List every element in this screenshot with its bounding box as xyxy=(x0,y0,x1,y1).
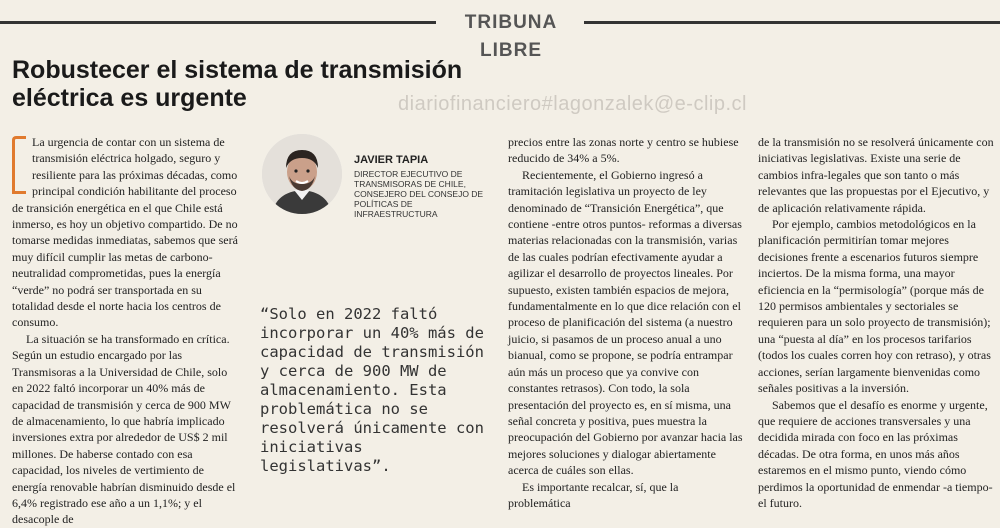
author-name: JAVIER TAPIA xyxy=(354,154,429,166)
paragraph: de la transmisión no se resolverá únicamente con iniciativas legislativas. Existe una serie de cambios infra-legales que son tanto o más relevantes que las propuestas por el Ejecutivo, y de aplicación relativamente rápida. xyxy=(758,135,994,215)
paragraph: Sabemos que el desafío es enorme y urgente, que requiere de acciones transversales y una decidida mirada con foco en las próximas décadas. De otra forma, en unos más años estaremos en el mismo punto, viendo cómo perdimos la oportunidad de enmendar -a tiempo- el futuro. xyxy=(758,397,993,510)
pull-quote: “Solo en 2022 faltó incorporar un 40% más de capacidad de transmisión y cerca de 900 MW de almacenamiento. Esta problemática no se resolverá únicamente con iniciativas legislativas”. xyxy=(260,305,484,475)
author-title: DIRECTOR EJECUTIVO DE TRANSMISORAS DE CHILE, CONSEJERO DEL CONSEJO DE POLÍTICAS DE INFRAESTRUCTURA xyxy=(354,169,484,219)
article-column-3 xyxy=(758,134,996,511)
paragraph: Recientemente, el Gobierno ingresó a tramitación legislativa un proyecto de ley denominado de “Transición Energética”, que contiene -entre otros puntos- reformas a diversas materias relacionadas con la transmisión, varias de las cuales podrían efectivamente ayudar a agilizar el desarrollo de proyectos lineales. Por supuesto, existen también espacios de mejora, fundamentalmente en lo que dice relación con el proceso de planificación del sistema (a nuestro juicio, si pasamos de un proceso anual a uno bianual, como se propone, se podría entrampar aún más un proceso que ya convive con constantes retrasos). Con todo, la sola presentación del proyecto es, en sí misma, una señal concreta y positiva, pues muestra la preocupación del Gobierno por avanzar hacia las mejores soluciones y dialogar abiertamente acerca de cuáles son ellas. xyxy=(508,167,743,478)
author-avatar xyxy=(262,134,342,214)
paragraph: La situación se ha transformado en crítica. Según un estudio encargado por las Transmisoras a la Universidad de Chile, solo en 2022 faltó incorporar un 40% más de capacidad de transmisión y cerca de 900 MW de almacenamiento, lo que habría implicado inversiones extra por alrededor de US$ 2 mil millones. De haberse contado con esa capacidad, los niveles de vertimiento de energía renovable habrían disminuido desde el 6,4% registrado ese año a un 1,1%; y el desacople de xyxy=(12,331,236,527)
paragraph: Es importante recalcar, sí, que la problemática xyxy=(508,479,679,510)
headline: Robustecer el sistema de transmisión eléctrica es urgente xyxy=(12,56,463,112)
paragraph: Por ejemplo, cambios metodológicos en la planificación permitirían tomar mejores decisiones frente a escenarios futuros siempre inciertos. De la misma forma, una mayor eficiencia en la “permisología” (porque más de 120 permisos ambientales y sectoriales se requieren para un solo proyecto de transmisión); una “puesta al día” en los procesos tarifarios (todos los cuales corren hoy con retraso), y otras acciones, serían largamente bienvenidas como señales positivas a la inversión. xyxy=(758,217,991,396)
header-rule-right xyxy=(584,21,1000,24)
article-column-1 xyxy=(12,134,240,528)
paragraph: La urgencia de contar con un sistema de transmisión eléctrica holgado, seguro y resiliente para las próximas décadas, como principal condición habilitante del proceso de transición energética en el que Chile está inmerso, es hoy un objetivo compartido. De no tomarse medidas inmediatas, sabemos que será muy difícil cumplir las metas de carbono-neutralidad comprometidas, pues la energía “verde” no podrá ser transportada en su totalidad desde el norte hacia los centros de consumo. xyxy=(12,135,238,330)
paragraph: precios entre las zonas norte y centro se hubiese reducido de 34% a 5%. xyxy=(508,135,739,166)
section-label: TRIBUNA LIBRE xyxy=(440,9,582,37)
dropcap-bracket xyxy=(12,136,26,194)
header-rule-left xyxy=(0,21,436,24)
watermark: diariofinanciero#lagonzalek@e-clip.cl xyxy=(398,93,747,115)
article-column-2 xyxy=(508,134,744,511)
author-portrait-icon xyxy=(262,134,342,214)
